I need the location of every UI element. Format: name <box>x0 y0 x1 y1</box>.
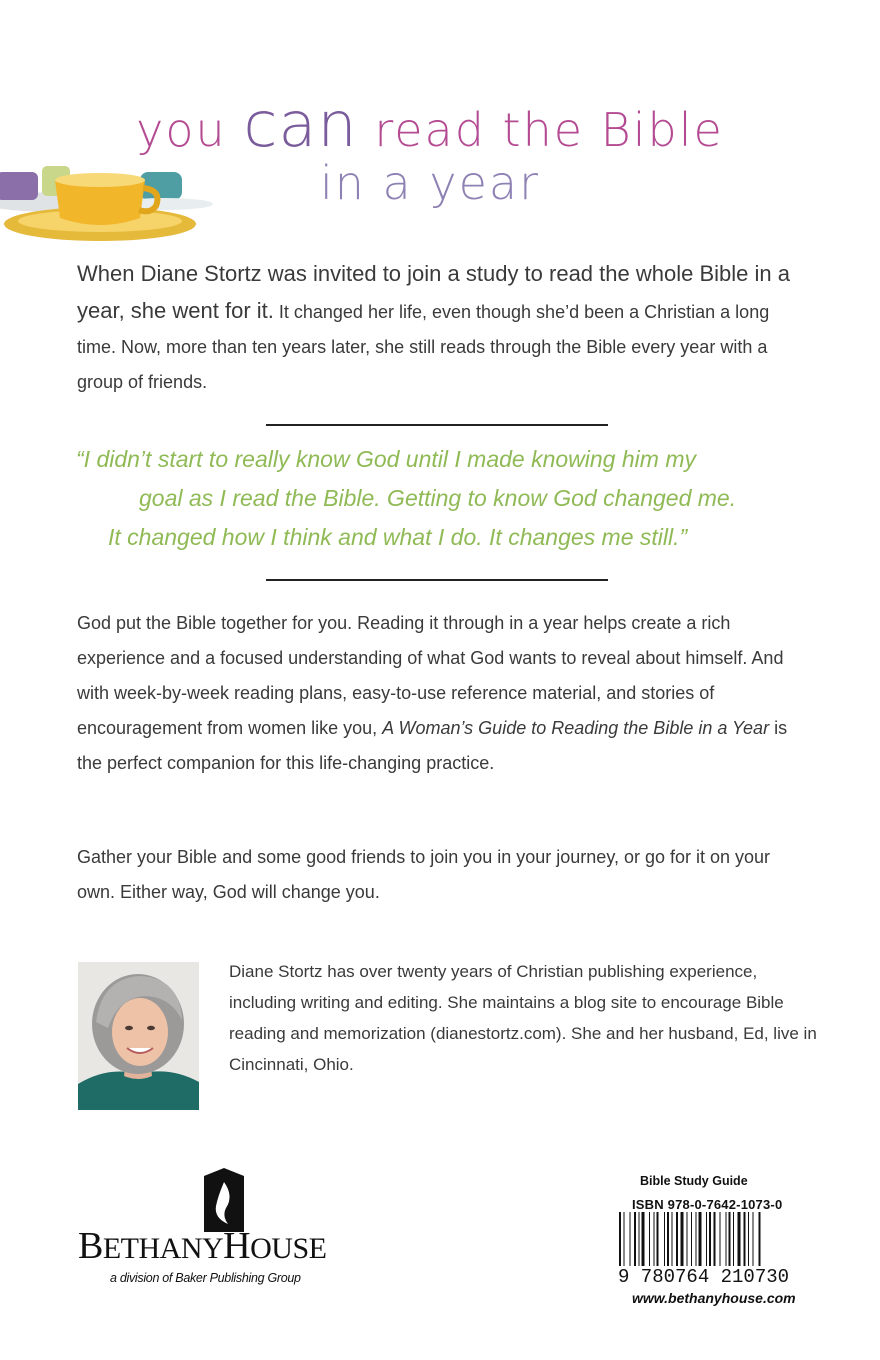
author-photo <box>78 962 199 1110</box>
barcode-bar <box>744 1212 746 1272</box>
description-text: God put the Bible together for you. Reading it through in a year helps create a rich experience and a focused understanding of what God wants to reveal about himself. And with week-by-week reading plans, easy-to-use reference material, and stories of encouragement from women like you, <box>77 613 784 738</box>
publisher-name <box>78 1224 326 1268</box>
barcode-bar <box>729 1212 731 1272</box>
barcode-bar <box>753 1212 754 1272</box>
barcode-bar <box>672 1212 673 1272</box>
barcode-bar <box>726 1212 727 1272</box>
description-text-end: is the perfect companion for this life-changing practice. <box>77 718 788 773</box>
barcode-bar <box>699 1212 702 1272</box>
barcode-digits: 9 780764 210730 <box>618 1266 790 1288</box>
publisher-name-ethany: ETHANY <box>102 1232 224 1265</box>
barcode-bar <box>654 1212 655 1272</box>
headline-you: you <box>136 103 227 157</box>
barcode-bar <box>714 1212 716 1272</box>
intro-paragraph <box>77 256 807 400</box>
barcode-bar <box>642 1212 645 1272</box>
barcode-bar <box>738 1212 741 1272</box>
closing-paragraph: Gather your Bible and some good friends to join you in your journey, or go for it on your own. Either way, God will change you. <box>77 847 771 902</box>
intro-lead: When Diane Stortz was invited to join a study to read the whole Bible in a year, she went for it. <box>77 261 790 323</box>
publisher-name-ouse: OUSE <box>250 1232 327 1265</box>
publisher-name-h: H <box>223 1225 251 1267</box>
quote-line-2: goal as I read the Bible. Getting to know God changed me. <box>139 485 737 511</box>
book-title: A Woman’s Guide to Reading the Bible in a Year <box>382 718 770 738</box>
barcode-bar <box>649 1212 650 1272</box>
barcode-bar <box>733 1212 734 1272</box>
publisher-url: www.bethanyhouse.com <box>632 1290 796 1306</box>
barcode-bar <box>676 1212 678 1272</box>
barcode-bar <box>687 1212 688 1272</box>
barcode-bar <box>696 1212 697 1272</box>
barcode-bar <box>667 1212 669 1272</box>
barcode-bar <box>664 1212 665 1272</box>
barcode-bar <box>709 1212 711 1272</box>
author-bio: Diane Stortz has over twenty years of Christian publishing experience, including writing and editing. She maintains a blog site to encourage Bible reading and memorization (dianestortz.com). She and her husband, Ed, live in Cincinnati, Ohio. <box>229 962 817 1074</box>
headline-line-1 <box>100 88 760 161</box>
bethany-house-logo-icon <box>204 1168 244 1232</box>
isbn: ISBN 978-0-7642-1073-0 <box>632 1197 783 1212</box>
barcode-bar <box>681 1212 684 1272</box>
headline-read-the-bible: read the Bible <box>374 103 724 157</box>
quote-line-3: It changed how I think and what I do. It changes me still.” <box>108 524 688 550</box>
barcode-bar <box>748 1212 749 1272</box>
intro-rest: It changed her life, even though she’d been a Christian a long time. Now, more than ten years later, she still reads through the Bible every year with a group of friends. <box>77 302 770 392</box>
barcode-bar <box>657 1212 659 1272</box>
barcode-bar <box>630 1212 631 1272</box>
barcode-bar <box>639 1212 640 1272</box>
publisher-name-b: B <box>78 1225 103 1267</box>
barcode-bar <box>634 1212 636 1272</box>
barcode-bar <box>720 1212 721 1272</box>
book-category: Bible Study Guide <box>640 1174 748 1188</box>
divider-bottom <box>266 579 608 581</box>
description-paragraph <box>77 606 807 781</box>
publisher-subtitle: a division of Baker Publishing Group <box>110 1271 301 1285</box>
headline-line-2: in a year <box>320 156 540 210</box>
barcode-bar <box>706 1212 707 1272</box>
headline-can: can <box>243 88 358 161</box>
divider-top <box>266 424 608 426</box>
quote-line-1: “I didn’t start to really know God until I made knowing him my <box>76 446 696 472</box>
